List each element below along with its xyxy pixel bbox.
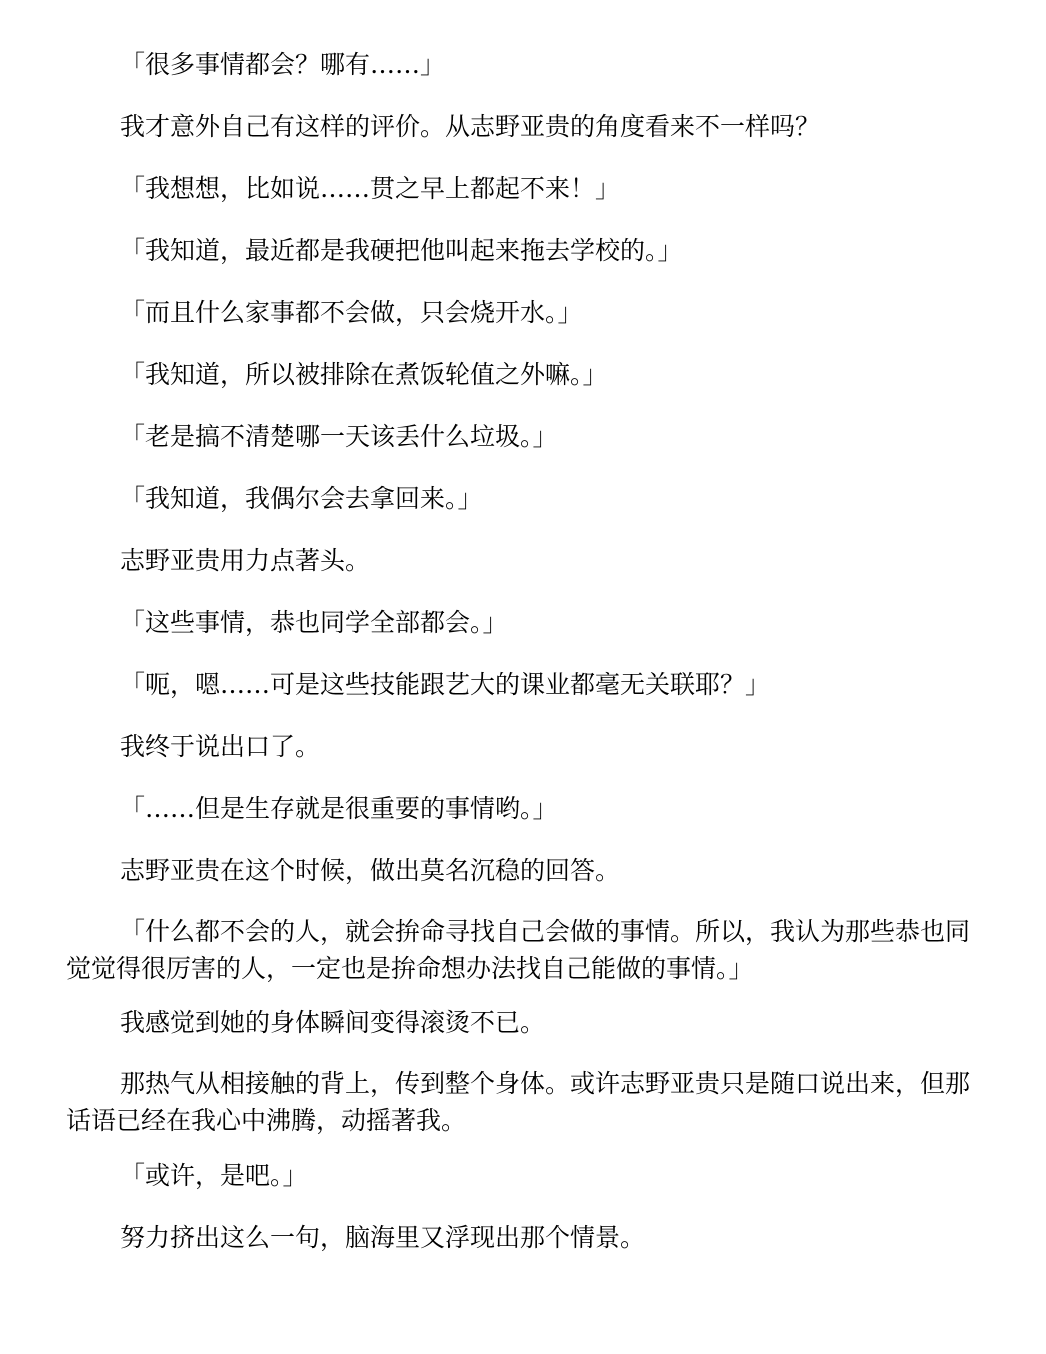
paragraph-7: 「老是搞不清楚哪一天该丢什么垃圾。」	[120, 422, 558, 451]
paragraph-10: 「这些事情，恭也同学全部都会。」	[120, 608, 508, 637]
paragraph-16: 我感觉到她的身体瞬间变得滚烫不已。	[120, 1008, 546, 1037]
paragraph-15: 「什么都不会的人，就会拚命寻找自己会做的事情。所以，我认为那些恭也同觉觉得很厉害的人，一定也是拚命想办法找自己能做的事情。」	[66, 917, 971, 983]
paragraph-4: 「我知道，最近都是我硬把他叫起来拖去学校的。」	[120, 236, 683, 265]
paragraph-14: 志野亚贵在这个时候，做出莫名沉稳的回答。	[120, 856, 621, 885]
paragraph-5: 「而且什么家事都不会做，只会烧开水。」	[120, 298, 583, 327]
paragraph-8: 「我知道，我偶尔会去拿回来。」	[120, 484, 483, 513]
paragraph-3: 「我想想，比如说……贯之早上都起不来！」	[120, 174, 621, 203]
paragraph-18: 「或许，是吧。」	[120, 1161, 308, 1190]
paragraph-12: 我终于说出口了。	[120, 732, 321, 761]
paragraph-6: 「我知道，所以被排除在煮饭轮值之外嘛。」	[120, 360, 608, 389]
paragraph-13: 「……但是生存就是很重要的事情哟。」	[120, 794, 558, 823]
paragraph-2: 我才意外自己有这样的评价。从志野亚贵的角度看来不一样吗？	[120, 112, 821, 141]
paragraph-9: 志野亚贵用力点著头。	[120, 546, 371, 575]
paragraph-17: 那热气从相接触的背上，传到整个身体。或许志野亚贵只是随口说出来，但那话语已经在我心中沸腾，动摇著我。	[66, 1069, 971, 1135]
paragraph-11: 「呃，嗯……可是这些技能跟艺大的课业都毫无关联耶？」	[120, 670, 771, 699]
paragraph-1: 「很多事情都会？哪有……」	[120, 50, 446, 79]
paragraph-19: 努力挤出这么一句，脑海里又浮现出那个情景。	[120, 1223, 646, 1252]
